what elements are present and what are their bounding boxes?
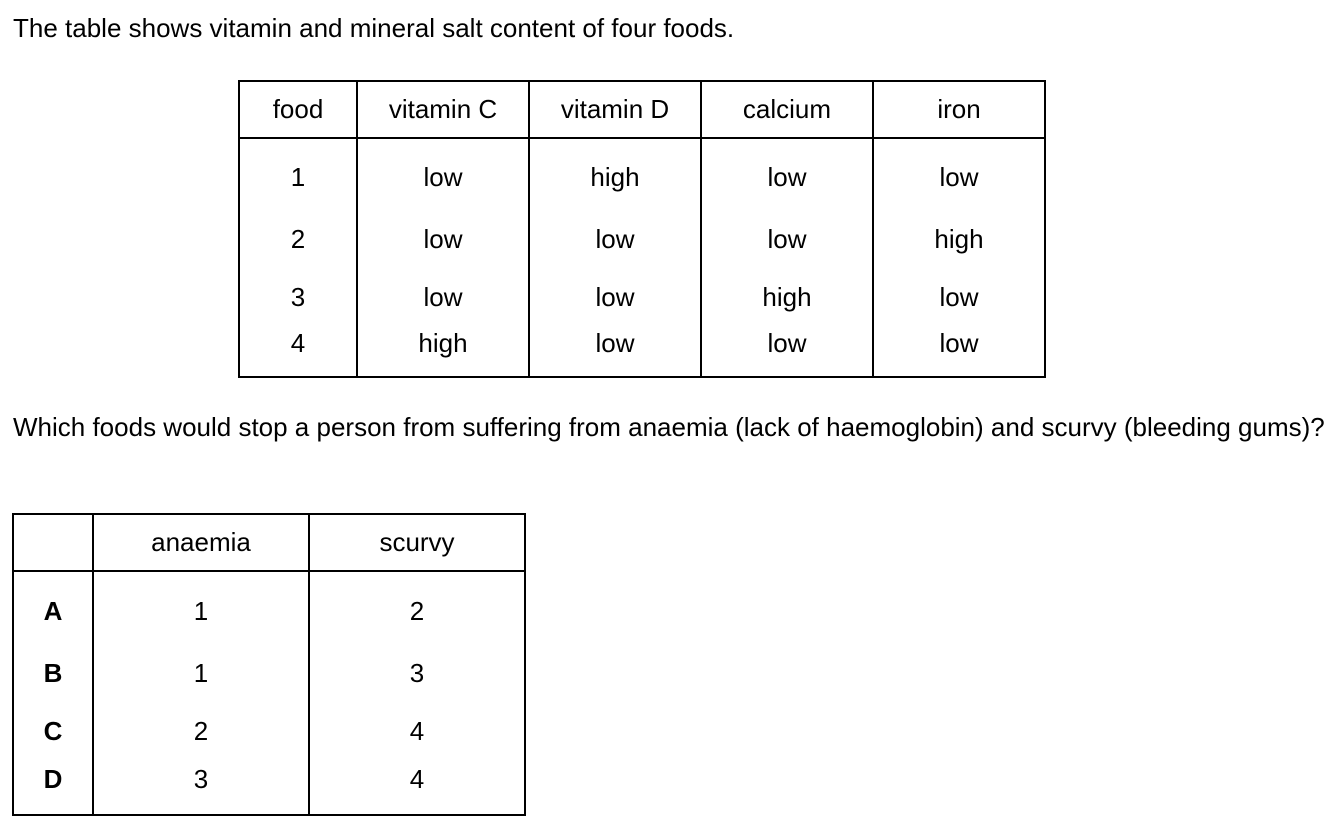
table-cell: low [873,138,1045,210]
table-cell: 1 [93,571,309,644]
table-cell: 3 [93,760,309,815]
answer-option-row [13,760,525,815]
table-cell: 2 [239,210,357,268]
table-cell: 1 [93,644,309,702]
table-cell: high [873,210,1045,268]
table-cell: low [357,210,529,268]
table-cell: low [701,210,873,268]
table-cell: 2 [93,702,309,760]
table-cell: 3 [239,268,357,326]
answer-option-row [13,644,525,702]
table-row [239,138,1045,210]
column-header-food: food [239,81,357,138]
table-cell: high [357,326,529,377]
table-cell: low [529,268,701,326]
option-letter: B [13,644,93,702]
column-header-anaemia: anaemia [93,514,309,571]
table-cell: 4 [309,760,525,815]
table-header-row [13,514,525,571]
answer-options-table [12,513,526,816]
option-letter: D [13,760,93,815]
table-row [239,326,1045,377]
table-cell: 3 [309,644,525,702]
column-header-vitamin-d: vitamin D [529,81,701,138]
column-header-vitamin-c: vitamin C [357,81,529,138]
option-letter: C [13,702,93,760]
column-header-calcium: calcium [701,81,873,138]
table-cell: 4 [239,326,357,377]
table-cell: low [701,326,873,377]
table-header-row [239,81,1045,138]
table-row [239,210,1045,268]
column-header-iron: iron [873,81,1045,138]
answer-option-row [13,571,525,644]
table-row [239,268,1045,326]
table-cell: low [529,210,701,268]
option-letter: A [13,571,93,644]
column-header-scurvy: scurvy [309,514,525,571]
table-cell: low [873,326,1045,377]
table-cell: low [873,268,1045,326]
table-cell: low [701,138,873,210]
food-nutrient-table [238,80,1046,378]
table-cell: low [529,326,701,377]
table-cell: high [529,138,701,210]
table-cell: low [357,138,529,210]
table-cell: 2 [309,571,525,644]
column-header-option [13,514,93,571]
table-cell: low [357,268,529,326]
answer-option-row [13,702,525,760]
question-text: Which foods would stop a person from suffering from anaemia (lack of haemoglobin) and scurvy (bleeding gums)? [13,412,1325,442]
intro-text: The table shows vitamin and mineral salt content of four foods. [13,13,735,43]
table-cell: 1 [239,138,357,210]
table-cell: high [701,268,873,326]
table-cell: 4 [309,702,525,760]
